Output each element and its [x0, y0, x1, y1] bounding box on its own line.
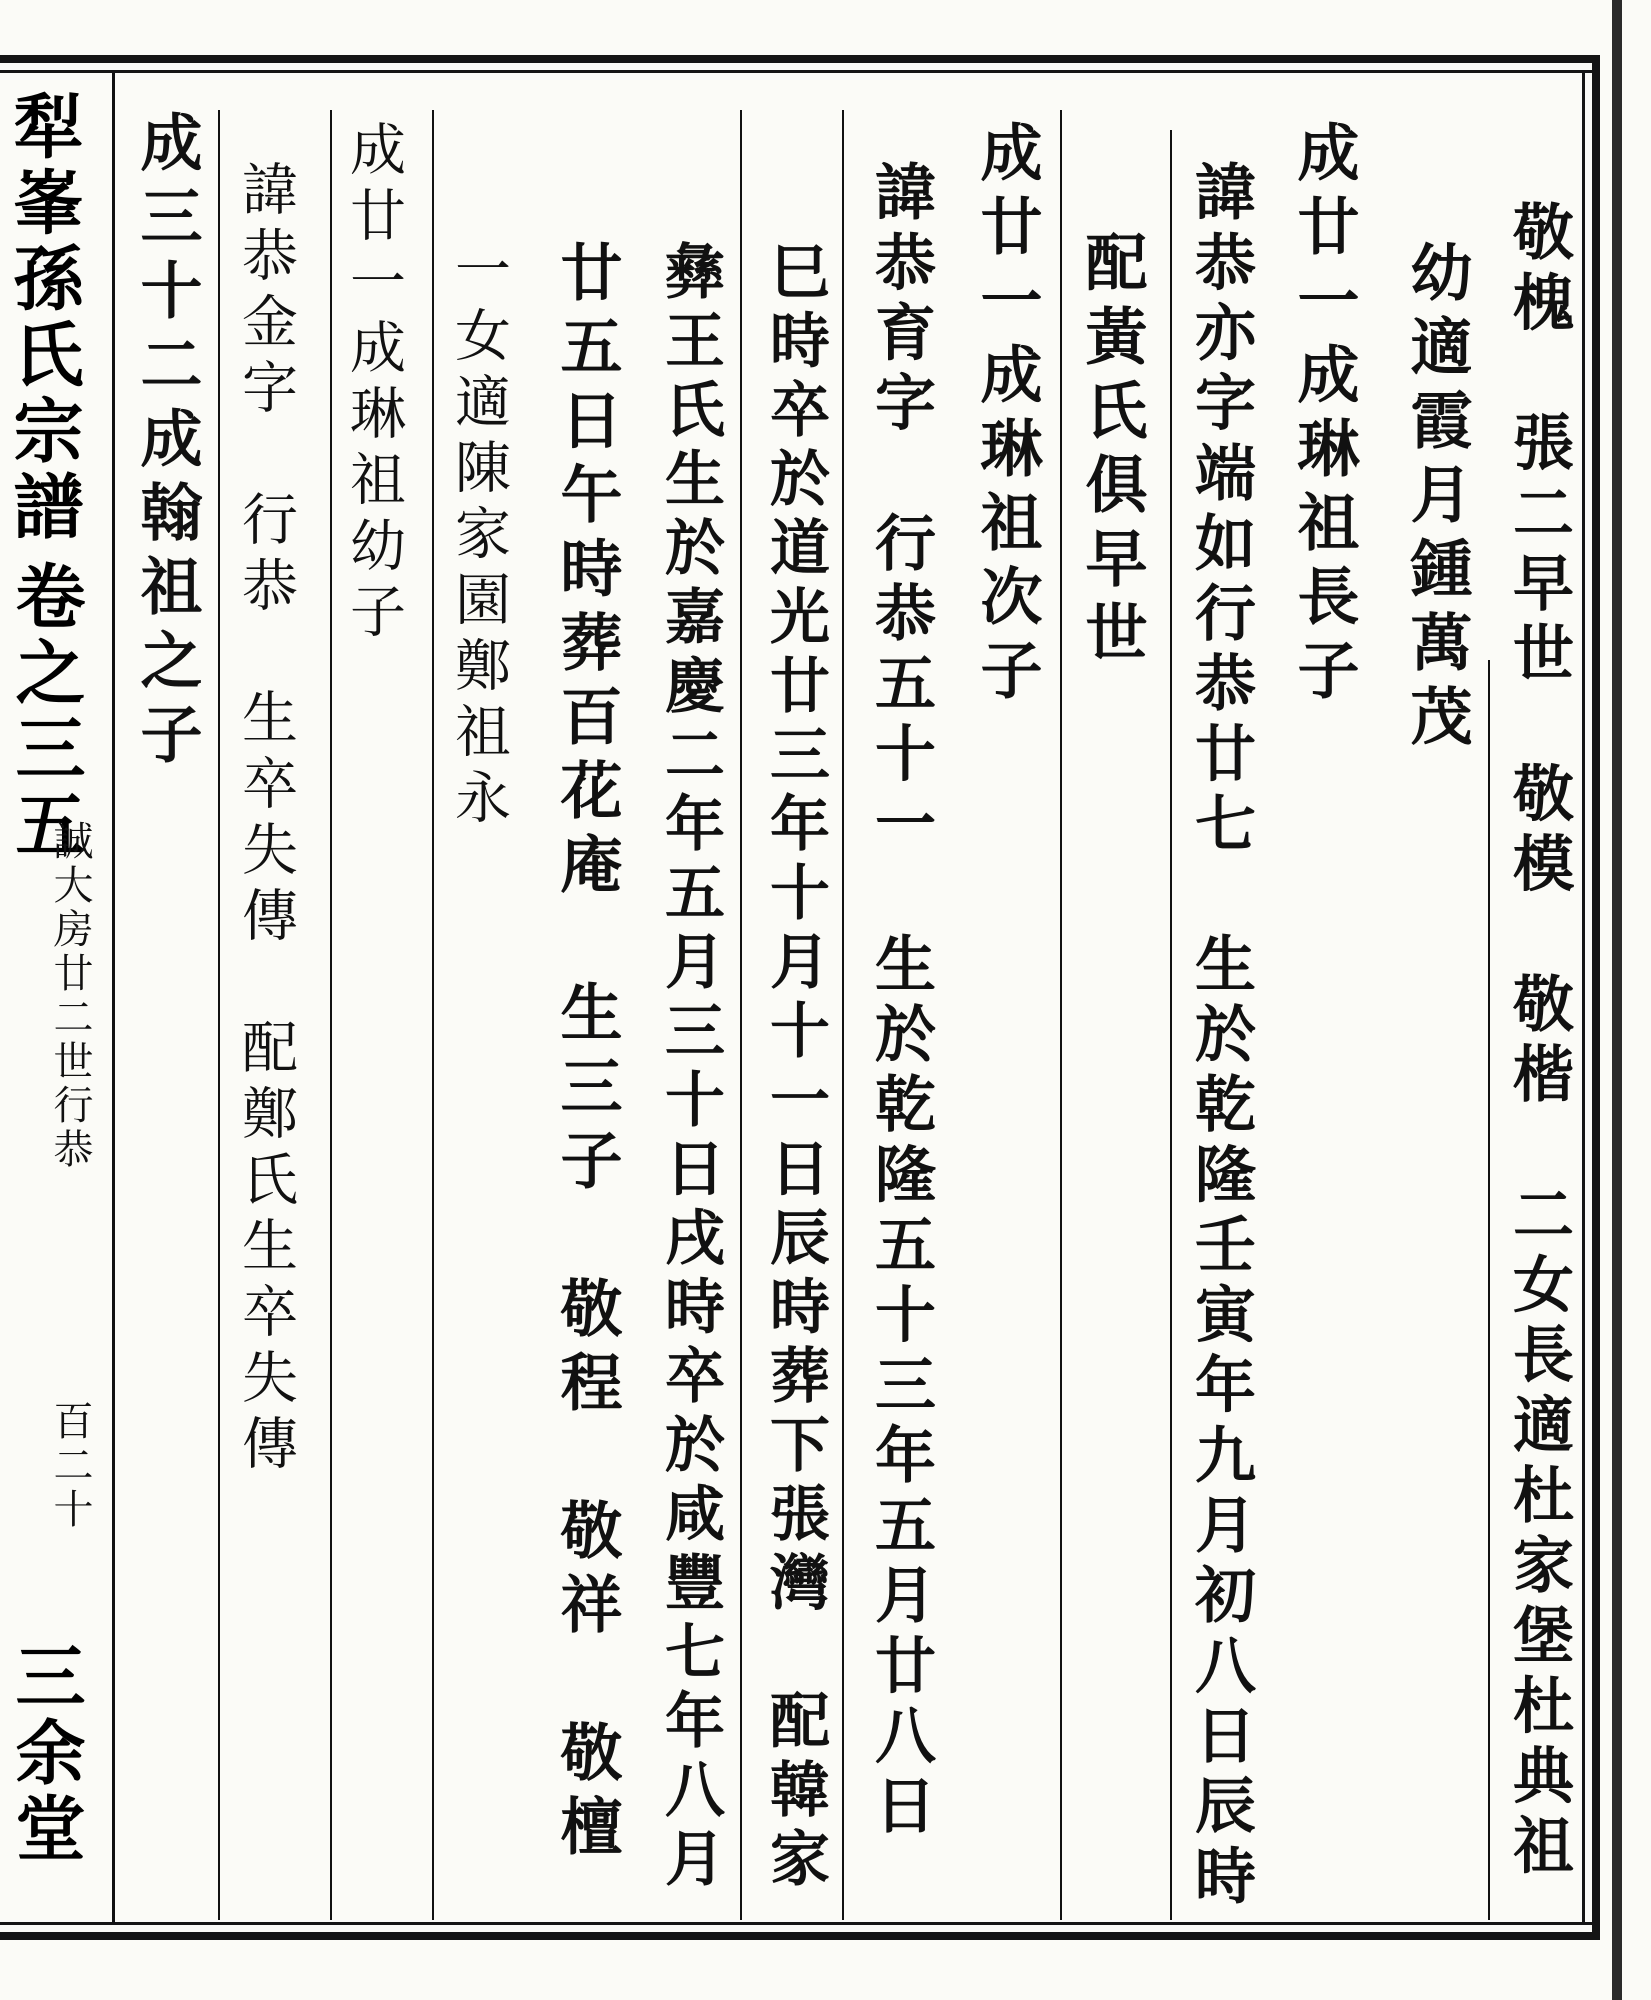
text-column-7: 諱恭育字 行恭五十一 生於乾隆五十三年五月廿八日 [865, 160, 936, 1844]
column-rule [1170, 130, 1172, 1920]
bottom-border-inner [0, 1922, 1600, 1925]
top-border-inner [0, 70, 1600, 73]
margin-strip-divider [112, 73, 115, 1923]
column-rule [842, 110, 844, 1920]
hall-name: 三余堂 [4, 1640, 87, 1868]
column-rule [330, 110, 332, 1920]
column-rule [218, 110, 220, 1920]
column-rule [1060, 110, 1062, 1920]
text-column-13: 諱恭金字 行恭 生卒失傳 配鄭氏生卒失傳 [233, 160, 298, 1480]
volume-label: 卷之三五 [4, 560, 87, 864]
page-number: 百二十 [47, 1400, 93, 1532]
text-column-1: 敬槐 張二早世 敬模 敬楷 二女長適杜家堡杜典祖 [1503, 200, 1574, 1884]
text-column-8: 巳時卒於道光廿三年十月十一日辰時葬下張灣 配韓家 [760, 240, 830, 1896]
top-border [0, 55, 1600, 63]
bottom-border [0, 1932, 1600, 1940]
text-column-4: 諱恭亦字端如行恭廿七 生於乾隆壬寅年九月初八日辰時 [1185, 160, 1256, 1914]
column-rule [1488, 660, 1490, 1920]
section-label: 誠大房廿二世行恭 [47, 820, 93, 1172]
text-column-5: 配黃氏俱早世 [1075, 230, 1148, 674]
text-column-6: 成廿一成琳祖次子 [970, 120, 1043, 712]
text-column-10: 廿五日午時葬百花庵 生三子 敬程 敬祥 敬檀 [550, 240, 623, 1868]
header-title: 犁峯孫氏宗譜 [2, 90, 85, 546]
text-column-9: 彝王氏生於嘉慶二年五月三十日戌時卒於咸豐七年八月 [655, 240, 725, 1896]
text-column-12: 成廿一成琳祖幼子 [341, 120, 406, 648]
text-column-2: 幼適霞月鍾萬茂 [1400, 240, 1473, 758]
right-border [1592, 55, 1600, 1940]
text-column-14: 成三十二成翰祖之子 [130, 110, 203, 776]
column-rule [432, 110, 434, 1920]
right-border-inner [1582, 70, 1585, 1925]
text-column-3: 成廿一成琳祖長子 [1287, 120, 1360, 712]
text-column-11: 一女適陳家園鄭祖永 [446, 240, 511, 834]
page-edge-right [1612, 0, 1622, 2000]
column-rule [740, 110, 742, 1920]
